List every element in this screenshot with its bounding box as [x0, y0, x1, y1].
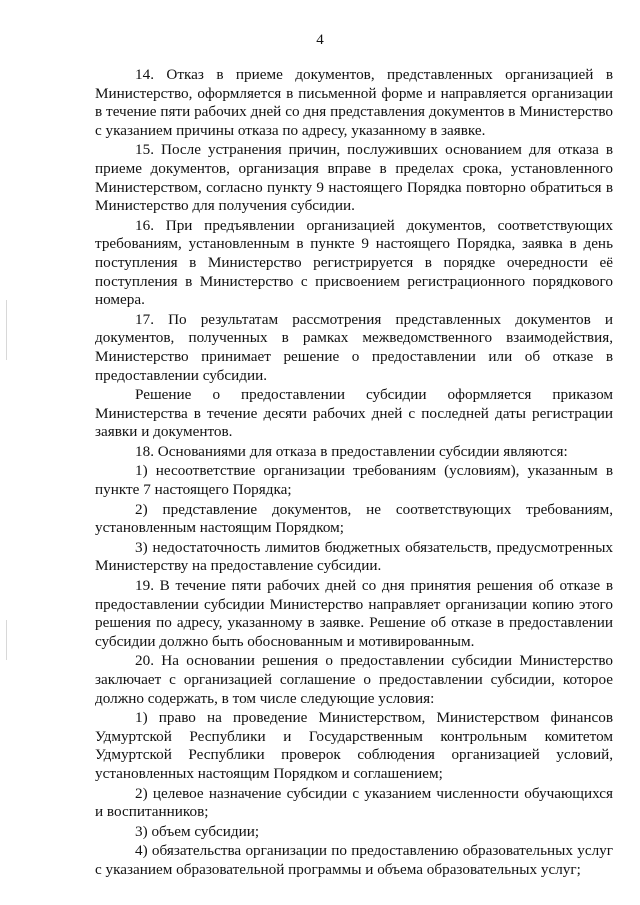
- list-item-20-2: 2) целевое назначение субсидии с указанием численности обучающихся и воспитанников;: [95, 784, 613, 821]
- paragraph-15: 15. После устранения причин, послуживших основанием для отказа в приеме документов, организация вправе в пределах срока, установленного Министерством, согласно пункту 9 настоящего Порядка повторно обратиться в Министерство для получения субсидии.: [95, 141, 613, 215]
- paragraph-14: 14. Отказ в приеме документов, представленных организацией в Министерство, оформляется в письменной форме и направляется организации в течение пяти рабочих дней со дня представления документов в Министерство с указанием причины отказа по адресу, указанному в заявке.: [95, 66, 613, 139]
- list-item-20-1: 1) право на проведение Министерством, Министерством финансов Удмуртской Республики и Государственным контрольным комитетом Удмуртской Республики проверок соблюдения организацией условий, установленных настоящим Порядком и соглашением;: [95, 709, 613, 782]
- scan-edge-mark: [6, 300, 7, 360]
- paragraph-19: 19. В течение пяти рабочих дней со дня принятия решения об отказе в предоставлении субсидии Министерство направляет организации копию этого решения по адресу, указанному в заявке. Решение об отказе в предоставлении субсидии должно быть обоснованным и мотивированным.: [95, 577, 613, 650]
- list-item-20-4: 4) обязательства организации по предоставлению образовательных услуг с указанием образовательной программы и объема образовательных услуг;: [95, 842, 613, 878]
- scan-edge-mark: [6, 620, 7, 660]
- paragraph-20: 20. На основании решения о предоставлении субсидии Министерство заключает с организацией соглашение о предоставлении субсидии, которое должно содержать, в том числе следующие условия:: [95, 652, 613, 707]
- list-item-18-2: 2) представление документов, не соответствующих требованиям, установленным настоящим Порядком;: [95, 500, 613, 537]
- paragraph-18: 18. Основаниями для отказа в предоставлении субсидии являются:: [135, 442, 568, 460]
- paragraph-17-decision: Решение о предоставлении субсидии оформляется приказом Министерства в течение десяти рабочих дней с последней даты регистрации заявки и документов.: [95, 386, 613, 441]
- list-item-18-1: 1) несоответствие организации требованиям (условиям), указанным в пункте 7 настоящего Порядка;: [95, 462, 613, 499]
- paragraph-16: 16. При предъявлении организацией документов, соответствующих требованиям, установленным в пункте 9 настоящего Порядка, заявка в день поступления в Министерство регистрируется в порядке очередности её поступления в Министерство с присвоением регистрационного порядкового номера.: [95, 216, 613, 309]
- page-number: 4: [316, 32, 324, 48]
- list-item-18-3: 3) недостаточность лимитов бюджетных обязательств, предусмотренных Министерству на предоставление субсидии.: [95, 538, 613, 575]
- list-item-20-3: 3) объем субсидии;: [135, 822, 260, 840]
- paragraph-17: 17. По результатам рассмотрения представленных документов и документов, полученных в рамках межведомственного взаимодействия, Министерство принимает решение о предоставлении или об отказе в предоставлении субсидии.: [95, 310, 613, 384]
- document-body: [95, 66, 613, 880]
